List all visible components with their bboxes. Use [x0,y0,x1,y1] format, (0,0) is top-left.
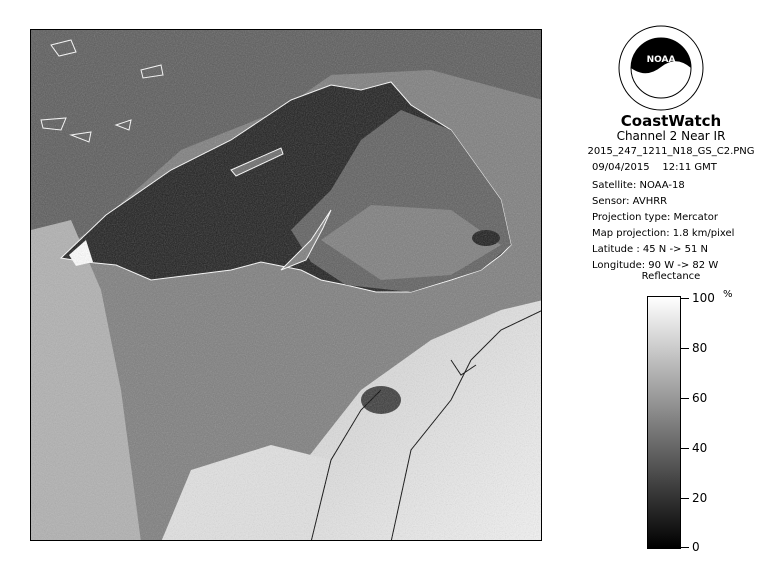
texture-overlay [31,30,542,541]
colorbar-tick-label: 0 [692,540,700,554]
colorbar-tick [681,547,689,548]
colorbar-tick-label: 100 [692,291,715,305]
latitude-range: Latitude : 45 N -> 51 N [592,244,708,255]
time: 12:11 GMT [662,162,717,173]
map-canvas [31,30,542,541]
noaa-logo [618,25,704,111]
colorbar-tick [681,448,689,449]
colorbar-tick [681,298,689,299]
colorbar-tick [681,348,689,349]
colorbar-tick-label: 60 [692,391,708,405]
projection-type: Projection type: Mercator [592,212,718,223]
colorbar-label: Reflectance [641,271,701,282]
sensor-info: Sensor: AVHRR [592,196,668,207]
date-time [592,162,717,173]
channel-subtitle: Channel 2 Near IR [616,129,726,143]
colorbar-unit: % [723,289,733,300]
map-projection: Map projection: 1.8 km/pixel [592,228,735,239]
colorbar-tick-label: 20 [692,491,708,505]
colorbar-tick-label: 40 [692,441,708,455]
colorbar-tick [681,398,689,399]
noaa-logo-text: NOAA [646,55,676,65]
satellite-map [30,29,542,541]
colorbar-tick-label: 80 [692,341,708,355]
page-title: CoastWatch [620,112,722,130]
longitude-range: Longitude: 90 W -> 82 W [592,260,719,271]
date: 09/04/2015 [592,162,650,173]
colorbar-tick [681,498,689,499]
file-name: 2015_247_1211_N18_GS_C2.PNG [587,146,755,157]
satellite-info: Satellite: NOAA-18 [592,180,685,191]
colorbar [647,296,681,549]
